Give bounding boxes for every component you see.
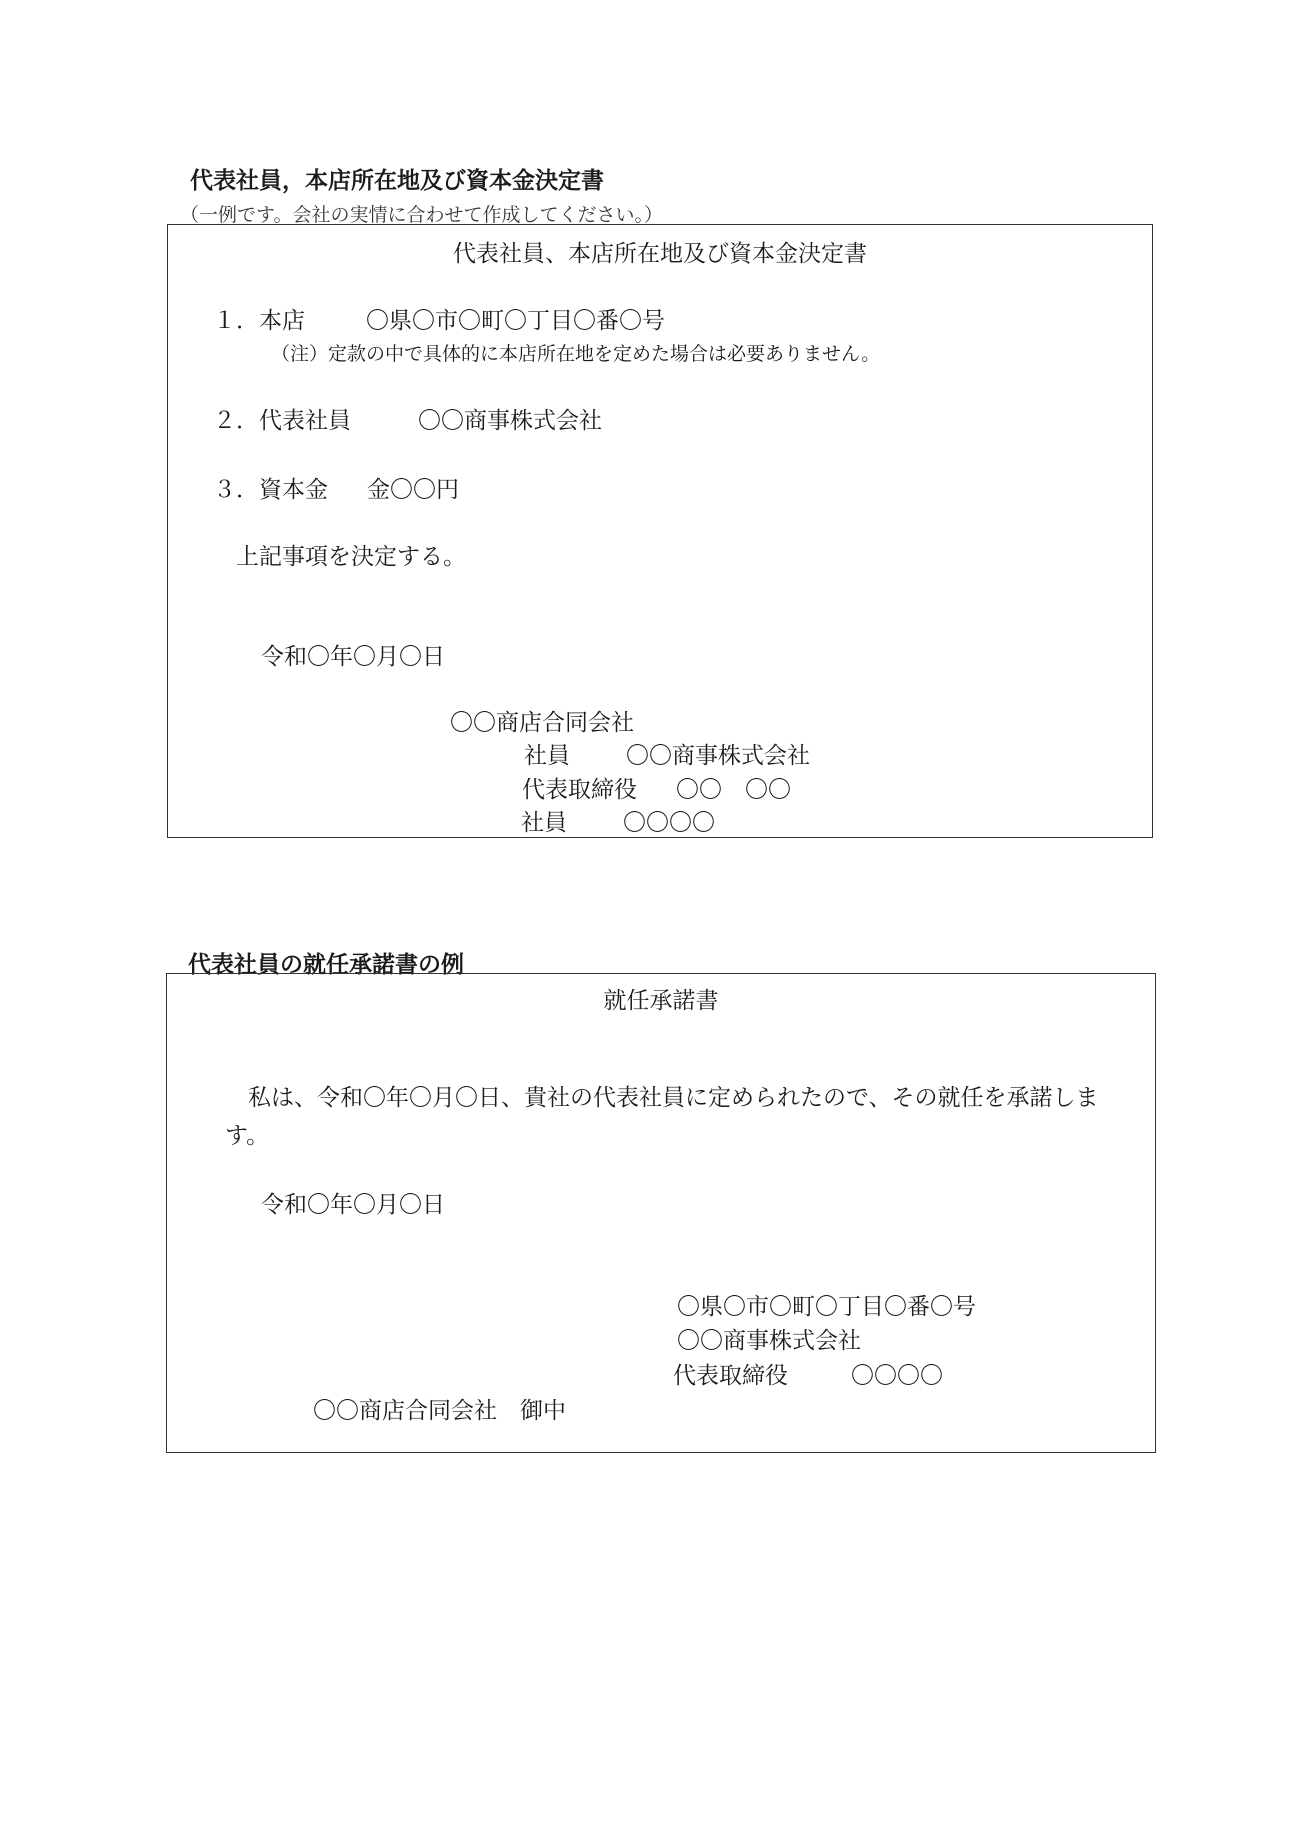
decision-statement: 上記事項を決定する。 bbox=[236, 544, 466, 570]
acceptor-company: 〇〇商事株式会社 bbox=[677, 1328, 861, 1354]
acceptor-rep-label: 代表取締役 bbox=[673, 1363, 788, 1389]
decision-document-box bbox=[167, 224, 1153, 838]
addressee: 〇〇商店合同会社 御中 bbox=[313, 1398, 566, 1424]
acceptance-date: 令和〇年〇月〇日 bbox=[261, 1192, 445, 1218]
section-title-acceptance: 代表社員の就任承諾書の例 bbox=[188, 952, 464, 978]
item-honten-value: 〇県〇市〇町〇丁目〇番〇号 bbox=[366, 308, 665, 334]
item-honten-note: （注）定款の中で具体的に本店所在地を定めた場合は必要ありません。 bbox=[271, 343, 881, 365]
item-honten-label: １．本店 bbox=[213, 308, 305, 334]
acceptance-body: 私は、令和〇年〇月〇日、貴社の代表社員に定められたので、その就任を承諾します。 bbox=[225, 1085, 1099, 1149]
intro-note: （一例です。会社の実情に合わせて作成してください。） bbox=[180, 204, 663, 226]
item-representative-value: 〇〇商事株式会社 bbox=[418, 408, 602, 434]
decision-date: 令和〇年〇月〇日 bbox=[261, 644, 445, 670]
acceptor-address: 〇県〇市〇町〇丁目〇番〇号 bbox=[677, 1294, 976, 1320]
member2-label: 社員 bbox=[521, 810, 567, 836]
item-representative-label: ２．代表社員 bbox=[213, 408, 351, 434]
decision-box-title: 代表社員、本店所在地及び資本金決定書 bbox=[453, 241, 867, 267]
member1-label: 社員 bbox=[524, 743, 570, 769]
decision-company-name: 〇〇商店合同会社 bbox=[450, 710, 634, 736]
acceptance-box-title: 就任承諾書 bbox=[603, 988, 719, 1014]
item-capital-label: ３．資本金 bbox=[213, 477, 328, 503]
member1-value: 〇〇商事株式会社 bbox=[626, 743, 810, 769]
representative-label: 代表取締役 bbox=[522, 777, 637, 803]
member2-value: 〇〇〇〇 bbox=[623, 810, 715, 836]
section-title-decision: 代表社員，本店所在地及び資本金決定書 bbox=[190, 168, 604, 194]
acceptor-rep-value: 〇〇〇〇 bbox=[851, 1363, 943, 1389]
acceptance-document-box bbox=[166, 973, 1156, 1453]
representative-value: 〇〇 〇〇 bbox=[676, 777, 791, 803]
item-capital-value: 金〇〇円 bbox=[367, 477, 459, 503]
